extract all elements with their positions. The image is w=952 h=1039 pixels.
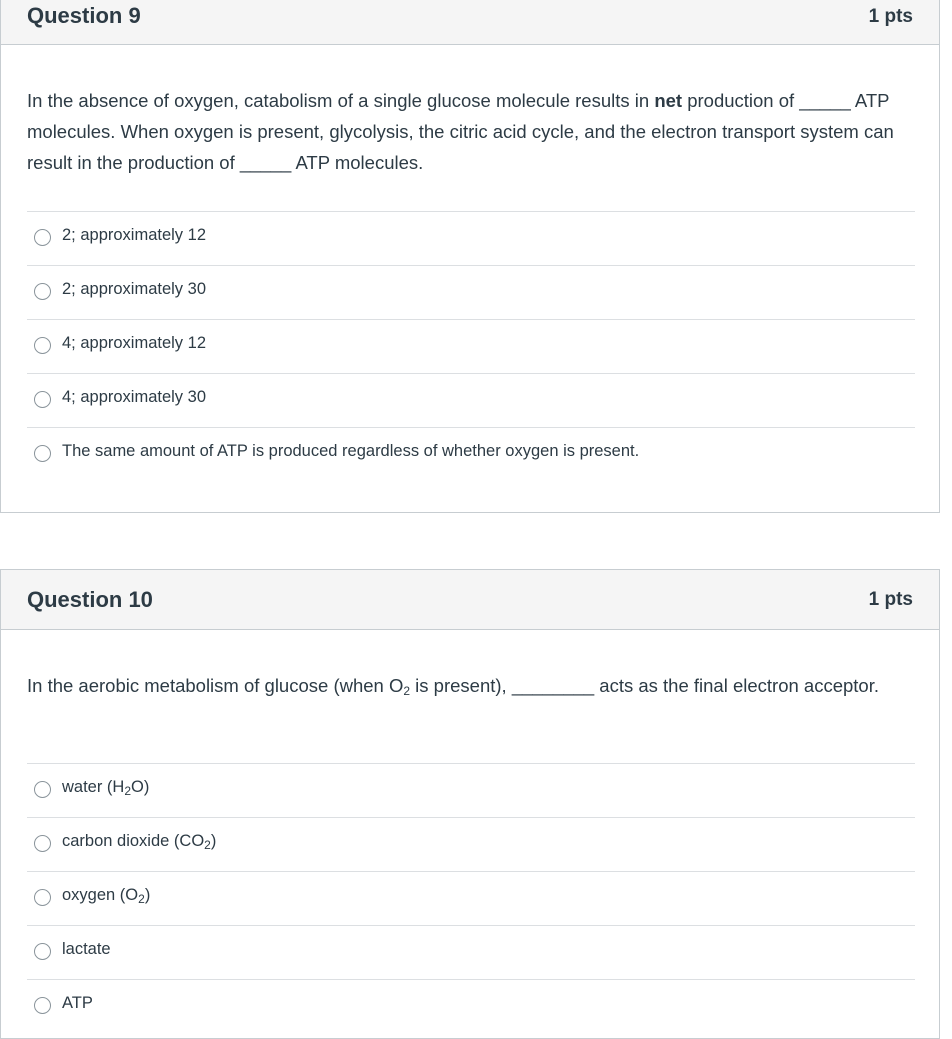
question-text-part: In the aerobic metabolism of glucose (when O xyxy=(27,675,404,696)
radio-button[interactable] xyxy=(34,229,51,246)
radio-button[interactable] xyxy=(34,943,51,960)
radio-button[interactable] xyxy=(34,337,51,354)
radio-button[interactable] xyxy=(34,997,51,1014)
answer-label[interactable]: 4; approximately 30 xyxy=(62,388,206,406)
question-title: Question 10 xyxy=(27,587,153,612)
answer-label[interactable] xyxy=(62,886,150,905)
question-text xyxy=(27,670,907,701)
question-text-bold: net xyxy=(654,90,683,111)
question-points: 1 pts xyxy=(868,589,913,610)
radio-button[interactable] xyxy=(34,283,51,300)
answer-label[interactable] xyxy=(62,994,93,1013)
answer-option[interactable] xyxy=(27,266,915,320)
question-text-part: is present), ________ acts as the final electron acceptor. xyxy=(410,675,879,696)
answer-option[interactable] xyxy=(27,764,915,818)
answer-label-text: water (H xyxy=(62,778,125,796)
radio-button[interactable] xyxy=(34,889,51,906)
question-header xyxy=(1,0,939,45)
answer-label[interactable] xyxy=(62,778,149,797)
answer-list xyxy=(27,763,915,1034)
answer-label-text: carbon dioxide (CO xyxy=(62,832,205,850)
radio-button[interactable] xyxy=(34,445,51,462)
question-text-part: In the absence of oxygen, catabolism of a single glucose molecule results in xyxy=(27,90,655,111)
question-9 xyxy=(0,0,940,513)
answer-label[interactable]: 4; approximately 12 xyxy=(62,334,206,352)
answer-label[interactable]: 2; approximately 12 xyxy=(62,226,206,244)
radio-button[interactable] xyxy=(34,781,51,798)
answer-label-text: oxygen (O xyxy=(62,886,139,904)
answer-option[interactable] xyxy=(27,926,915,980)
answer-label[interactable] xyxy=(62,940,111,959)
answer-label[interactable]: 2; approximately 30 xyxy=(62,280,206,298)
answer-label-text: O) xyxy=(131,778,150,796)
answer-label-text: ATP xyxy=(62,994,93,1012)
question-10 xyxy=(0,569,940,1039)
answer-option[interactable] xyxy=(27,374,915,428)
answer-option[interactable] xyxy=(27,872,915,926)
answer-list xyxy=(27,211,915,482)
question-text-part: production of _____ ATP molecules. When oxygen is present, glycolysis, the citric acid cycle, and the electron transport system can result in the production of _____ ATP molecules. xyxy=(27,90,894,173)
question-points: 1 pts xyxy=(868,6,913,27)
question-text xyxy=(27,85,907,178)
subscript: 2 xyxy=(403,684,411,698)
answer-label-text: lactate xyxy=(62,940,111,958)
answer-label-text: ) xyxy=(144,886,151,904)
answer-option[interactable] xyxy=(27,818,915,872)
subscript: 2 xyxy=(138,892,145,906)
radio-button[interactable] xyxy=(34,391,51,408)
question-title: Question 9 xyxy=(27,3,141,28)
subscript: 2 xyxy=(204,838,211,852)
question-header xyxy=(1,570,939,630)
subscript: 2 xyxy=(124,784,132,798)
answer-label-text: ) xyxy=(210,832,217,850)
answer-label[interactable] xyxy=(62,832,216,851)
answer-label[interactable]: The same amount of ATP is produced regardless of whether oxygen is present. xyxy=(62,442,640,460)
answer-option[interactable] xyxy=(27,428,915,482)
answer-option[interactable] xyxy=(27,980,915,1034)
radio-button[interactable] xyxy=(34,835,51,852)
answer-option[interactable] xyxy=(27,212,915,266)
answer-option[interactable] xyxy=(27,320,915,374)
